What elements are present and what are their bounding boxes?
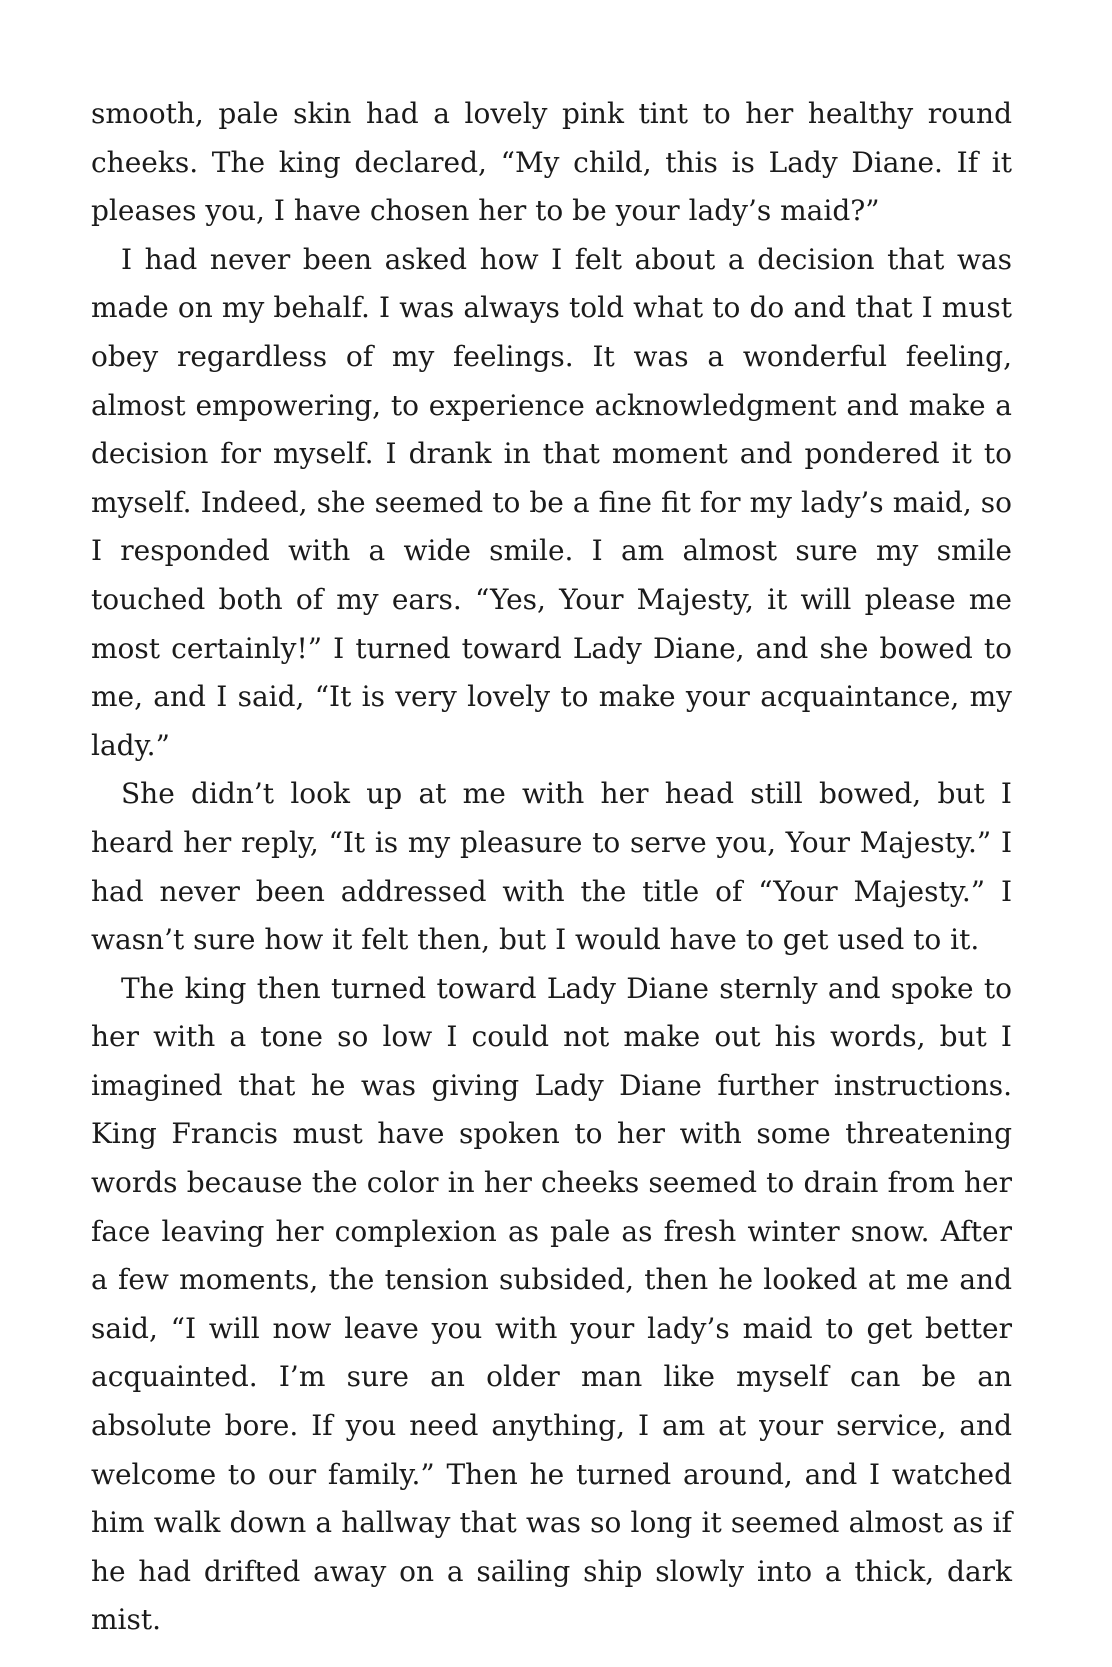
paragraph: The king then turned toward Lady Diane sternly and spoke to her with a tone so low I could not make out his words, but I imagined that he was giving Lady Diane further instructions. King Francis must have spoken to her with some threatening words because the color in her cheeks seemed to drain from her face leaving her complexion as pale as fresh winter snow. After a few moments, the tension subsided, then he looked at me and said, “I will now leave you with your lady’s maid to get better acquainted. I’m sure an older man like myself can be an absolute bore. If you need anything, I am at your service, and welcome to our family.” Then he turned around, and I watched him walk down a hallway that was so long it seemed almost as if he had drifted away on a sailing ship slowly into a thick, dark mist. <box>91 971 1012 1637</box>
body-text <box>91 90 1012 1645</box>
paragraph: She didn’t look up at me with her head still bowed, but I heard her reply, “It is my pleasure to serve you, Your Majesty.” I had never been addressed with the title of “Your Majesty.” I wasn’t sure how it felt then, but I would have to get used to it. <box>91 777 1012 957</box>
paragraph-continued: smooth, pale skin had a lovely pink tint to her healthy round cheeks. The king declared, “My child, this is Lady Diane. If it pleases you, I have chosen her to be your lady’s maid?” <box>91 97 1012 228</box>
paragraph: I had never been asked how I felt about a decision that was made on my behalf. I was always told what to do and that I must obey regardless of my feelings. It was a wonderful feeling, almost empowering, to experience acknowledgment and make a decision for myself. I drank in that moment and pondered it to myself. Indeed, she seemed to be a fine fit for my lady’s maid, so I responded with a wide smile. I am almost sure my smile touched both of my ears. “Yes, Your Majesty, it will please me most certainly!” I turned toward Lady Diane, and she bowed to me, and I said, “It is very lovely to make your acquaintance, my lady.” <box>91 242 1012 762</box>
